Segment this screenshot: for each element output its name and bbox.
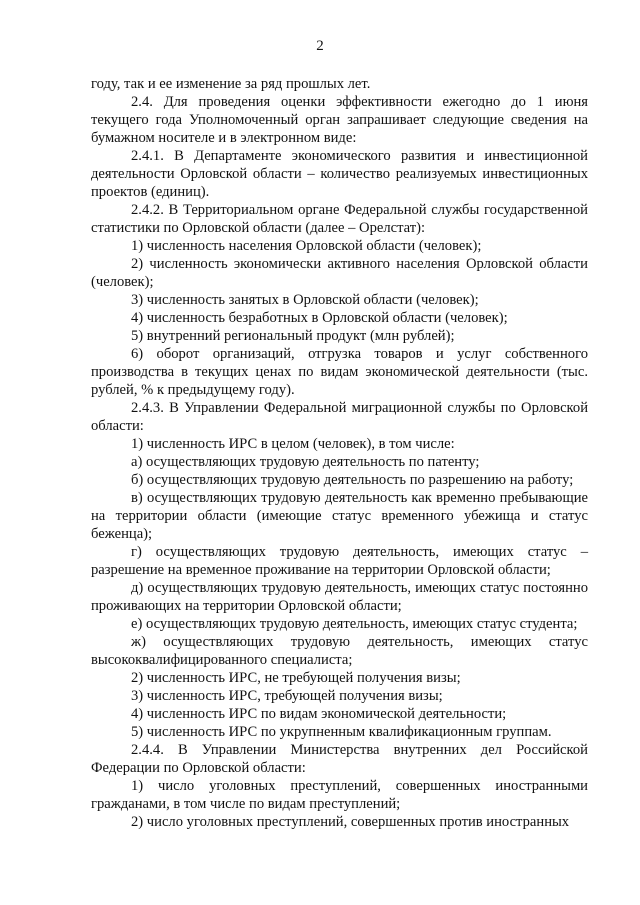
paragraph: 2.4.3. В Управлении Федеральной миграционной службы по Орловской области: <box>91 400 588 434</box>
paragraph: 1) численность населения Орловской области (человек); <box>131 238 482 254</box>
paragraph: 2.4. Для проведения оценки эффективности ежегодно до 1 июня текущего года Уполномоченный орган запрашивает следующие сведения на бумажном носителе и в электронном виде: <box>91 94 588 146</box>
paragraph: в) осуществляющих трудовую деятельность как временно пребывающие на территории области (имеющие статус временного убежища и статус беженца); <box>91 490 588 542</box>
paragraph: 1) численность ИРС в целом (человек), в том числе: <box>131 436 455 452</box>
paragraph: 2) численность ИРС, не требующей получения визы; <box>131 670 461 686</box>
paragraph: 4) численность безработных в Орловской области (человек); <box>131 310 508 326</box>
paragraph: 2.4.2. В Территориальном органе Федеральной службы государственной статистики по Орловской области (далее – Орелстат): <box>91 202 588 236</box>
paragraph: 2.4.4. В Управлении Министерства внутренних дел Российской Федерации по Орловской области: <box>91 742 588 776</box>
paragraph: 1) число уголовных преступлений, совершенных иностранными гражданами, в том числе по видам преступлений; <box>91 778 588 812</box>
paragraph: 5) численность ИРС по укрупненным квалификационным группам. <box>131 724 552 740</box>
paragraph: ж) осуществляющих трудовую деятельность, имеющих статус высококвалифицированного специалиста; <box>91 634 588 668</box>
paragraph: б) осуществляющих трудовую деятельность по разрешению на работу; <box>131 472 574 488</box>
paragraph: 3) численность ИРС, требующей получения визы; <box>131 688 443 704</box>
paragraph: 3) численность занятых в Орловской области (человек); <box>131 292 479 308</box>
paragraph: году, так и ее изменение за ряд прошлых лет. <box>91 76 371 92</box>
paragraph: а) осуществляющих трудовую деятельность по патенту; <box>131 454 480 470</box>
paragraph: 4) численность ИРС по видам экономической деятельности; <box>131 706 507 722</box>
paragraph: е) осуществляющих трудовую деятельность, имеющих статус студента; <box>131 616 578 632</box>
paragraph: г) осуществляющих трудовую деятельность, имеющих статус – разрешение на временное проживание на территории Орловской области; <box>91 544 588 578</box>
paragraph: 2) численность экономически активного населения Орловской области (человек); <box>91 256 588 290</box>
document-body <box>91 75 588 831</box>
paragraph: д) осуществляющих трудовую деятельность, имеющих статус постоянно проживающих на территории Орловской области; <box>91 580 588 614</box>
paragraph: 6) оборот организаций, отгрузка товаров и услуг собственного производства в текущих ценах по видам экономической деятельности (тыс. рублей, % к предыдущему году). <box>91 346 588 398</box>
paragraph: 5) внутренний региональный продукт (млн рублей); <box>131 328 455 344</box>
page-number: 2 <box>316 38 324 54</box>
paragraph: 2.4.1. В Департаменте экономического развития и инвестиционной деятельности Орловской области – количество реализуемых инвестиционных проектов (единиц). <box>91 148 588 200</box>
paragraph: 2) число уголовных преступлений, совершенных против иностранных <box>131 814 570 830</box>
